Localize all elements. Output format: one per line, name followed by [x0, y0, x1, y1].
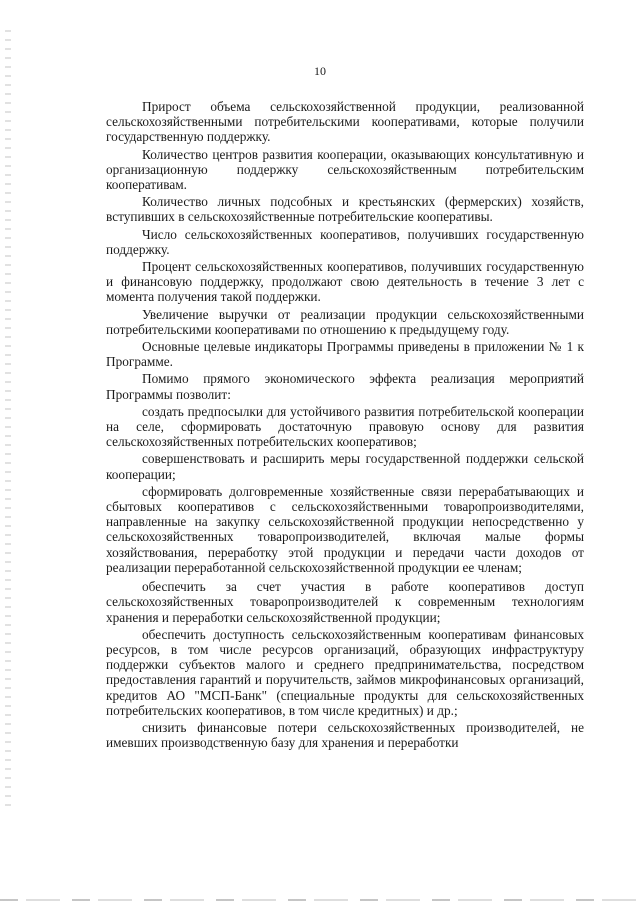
scan-bottom-artifact	[0, 899, 640, 901]
paragraph-4: Число сельскохозяйственных кооперативов, получивших государственную поддержку.	[106, 226, 584, 257]
paragraph-12: обеспечить за счет участия в работе кооперативов доступ сельскохозяйственных товаропроизводителей к современным технологиям хранения и переработки сельскохозяйственной продукции;	[106, 579, 584, 625]
paragraph-6: Увеличение выручки от реализации продукции сельскохозяйственными потребительскими кооперативами по отношению к предыдущему году.	[106, 306, 584, 337]
paragraph-11: сформировать долговременные хозяйственные связи перерабатывающих и сбытовых кооперативов с сельскохозяйственными товаропроизводителями, направленные на закупку сельскохозяйственной продукции непосредственно у сельскохозяйственных товаропроизводителей, включая малые формы хозяйствования, переработку этой продукции и передачи части доходов от реализации переработанной сельскохозяйственной продукции ее членам;	[106, 483, 584, 575]
paragraph-14: снизить финансовые потери сельскохозяйственных производителей, не имевших производственную базу для хранения и переработки	[106, 719, 584, 751]
paragraph-7: Основные целевые индикаторы Программы приведены в приложении № 1 к Программе.	[106, 339, 584, 370]
paragraph-10: совершенствовать и расширить меры государственной поддержки сельской кооперации;	[106, 451, 584, 482]
paragraph-5: Процент сельскохозяйственных кооперативов, получивших государственную и финансовую поддержку, продолжают свою деятельность в течение 3 лет с момента получения такой поддержки.	[106, 259, 584, 305]
paragraph-2: Количество центров развития кооперации, оказывающих консультативную и организационную поддержку сельскохозяйственным потребительским кооперативам.	[106, 146, 584, 193]
scan-edge-artifact	[5, 30, 11, 810]
paragraph-9: создать предпосылки для устойчивого развития потребительской кооперации на селе, сформировать достаточную правовую основу для развития сельскохозяйственных потребительских кооперативов;	[106, 403, 584, 450]
document-body	[106, 99, 584, 752]
page-number: 10	[314, 64, 326, 78]
paragraph-3: Количество личных подсобных и крестьянских (фермерских) хозяйств, вступивших в сельскохозяйственные потребительские кооперативы.	[106, 194, 584, 225]
paragraph-1: Прирост объема сельскохозяйственной продукции, реализованной сельскохозяйственными потребительскими кооперативами, которые получили государственную поддержку.	[106, 99, 584, 145]
paragraph-8: Помимо прямого экономического эффекта реализация мероприятий Программы позволит:	[106, 371, 584, 402]
paragraph-13: обеспечить доступность сельскохозяйственным кооперативам финансовых ресурсов, в том числе ресурсов организаций, образующих инфраструктуру поддержки субъектов малого и среднего предпринимательства, посредством предоставления гарантий и поручительств, займов микрофинансовых организаций, кредитов АО "МСП-Банк" (специальные продукты для сельскохозяйственных потребительских кооперативов, в том числе кредитных) и др.;	[106, 626, 584, 718]
